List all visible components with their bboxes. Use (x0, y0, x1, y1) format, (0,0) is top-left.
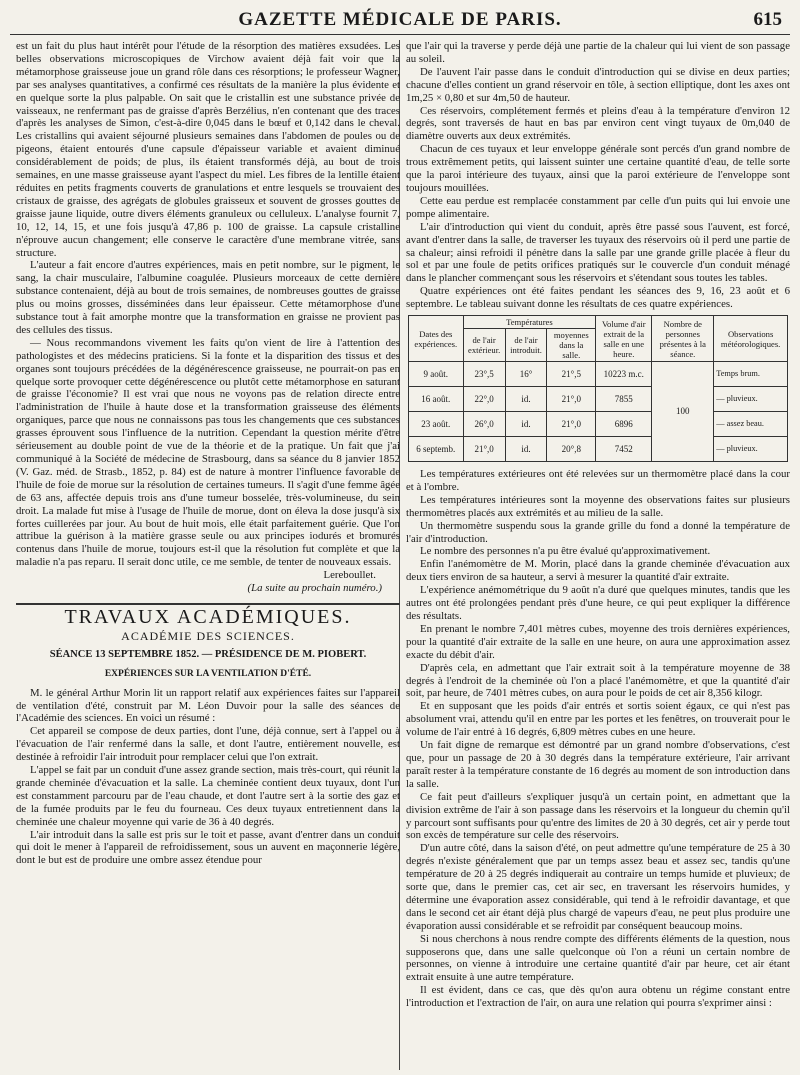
cell-introduced: id. (505, 387, 547, 412)
paragraph: Il est évident, dans ce cas, que dès qu'on aura obtenu un régime constant entre l'introduction et l'extraction de l'air, on aura une relation qui pourra s'exprimer ainsi : (406, 984, 790, 1010)
table-row (409, 437, 788, 462)
paragraph: L'air d'introduction qui vient du conduit, après être passé sous l'auvent, est forcé, avant d'entrer dans la salle, de traverser les tuyaux des réservoirs où il perd une partie de sa chaleur; ainsi refroidi il pénètre dans la salle par une grande grille placée à fleur du sol et par une foule de petits orifices pratiqués sur le couvercle d'un conduit ménagé dans le plancher commençant sous les réservoirs et s'étendant sous toutes les tables. (406, 220, 790, 285)
paragraph: L'expérience anémométrique du 9 août n'a duré que quelques minutes, tandis que les autres ont été prolongées pendant près d'une heure, ce qui peut expliquer la différence des résultats. (406, 584, 790, 622)
paragraph: Un fait digne de remarque est démontré par un grand nombre d'observations, c'est que, pour un passage de 20 à 30 degrés dans la température extérieure, l'air arrivant paraît rester à la température constante de 16 degrés au moment de son introduction dans la salle. (406, 739, 790, 790)
paragraph: Les températures intérieures sont la moyenne des observations faites sur plusieurs thermomètres placés aux extrémités et au milieu de la salle. (406, 493, 790, 519)
paragraph: L'auteur a fait encore d'autres expériences, mais en petit nombre, sur le pigment, le sang, la chair musculaire, l'albumine coagulée. Plusieurs morceaux de cette dernière substance contenaient, déjà au bout de trois semaines, de nombreuses gouttes de graisse plus ou moins grosses, disséminées dans leur épaisseur. Cette métamorphose d'une substance tout à fait amorphe montre que la transformation en graisse ne provient pas des cellules des tissus. (16, 259, 400, 336)
paragraph: M. le général Arthur Morin lit un rapport relatif aux expériences faites sur l'appareil de ventilation d'été, construit par M. Léon Duvoir pour la salle des séances de l'Académie des sciences. En voici un résumé : (16, 686, 400, 725)
session-heading: SÉANCE 13 SEPTEMBRE 1852. — PRÉSIDENCE DE M. PIOBERT. (49, 648, 367, 660)
paragraph: Cet appareil se compose de deux parties, dont l'une, déjà connue, sert à l'appel ou à l'évacuation de l'air renfermé dans la salle, et dont l'autre, entièrement nouvelle, est destinée à refroidir l'air introduit pour remplacer celui que l'on extrait. (16, 725, 400, 764)
continued-note: (La suite au prochain numéro.) (247, 582, 382, 595)
col-header-temperatures: Températures (463, 316, 596, 329)
paragraph: Quatre expériences ont été faites pendant les séances des 9, 16, 23 août et 6 septembre. Le tableau suivant donne les résultats de ces quatre expériences. (406, 285, 790, 311)
paragraph: est un fait du plus haut intérêt pour l'étude de la résorption des matières exsudées. Les belles observations microscopiques de Virchow avaient déjà fait voir que la métamorphose graisseuse joue un grand rôle dans ces résorptions; le professeur Wagner, par ses analyses quantitatives, a confirmé ces résultats de la manière la plus évidente et en quelque sorte la plus palpable. On sait que le cristallin est une substance privée de vaisseaux, ne renfermant pas de graisse d'après Berzélius, n'en contenant que des traces d'après les analyses de Simon, c'est-à-dire 0,045 dans le bœuf et 0,142 dans le cheval. Les cristallins qui avaient séjourné plusieurs semaines dans l'abdomen de poules ou de pigeons, étaient entourés d'une capsule d'épaisseur variable et avaient diminué considérablement de poids; de plus, ils étaient transformés déjà, au bout de trois semaines, en une masse graisseuse ayant l'aspect du miel. Les fibres de la lentille étaient réduites en petits fragments couverts de granulations et entre lesquels se trouvaient des cristaux de graisse, des agrégats de globules graisseux et souvent de grosses gouttes de graisse jaune liquide, outre divers éléments granuleux ou celluleux. L'analyse fournit 7, 10, 12, 14, 15, et une fois jusqu'à 47,86 p. 100 de graisse. La capsule cristalline n'éprouve aucun changement; elle conserve le caractère d'une membrane vitrée, sans structure. (16, 40, 400, 259)
cell-volume: 7452 (596, 437, 652, 462)
cell-mean: 21°,5 (547, 362, 596, 387)
section-separator (16, 603, 400, 605)
paragraph: D'après cela, en admettant que l'air extrait soit à la température moyenne de 38 degrés à l'endroit de la cheminée où l'on a placé l'anémomètre, et que la quantité d'air soit, par heure, de 7401 mètres cubes, on aura pour le poids de cet air 8,356 kilogr. (406, 661, 790, 700)
page-number: 615 (753, 9, 782, 30)
cell-observation: — assez beau. (714, 412, 788, 437)
cell-observation: — pluvieux. (714, 437, 788, 462)
author-signature: Lereboullet. (323, 569, 376, 582)
paragraph: Cette eau perdue est remplacée constamment par celle d'un puits qui lui envoie une pompe alimentaire. (406, 194, 790, 220)
cell-mean: 21°,0 (547, 387, 596, 412)
cell-persons: 100 (652, 362, 714, 462)
table-row (409, 362, 788, 387)
paragraph: L'appel se fait par un conduit d'une assez grande section, mais très-court, qui réunit la grande cheminée d'évacuation et la salle. La cheminée contient deux tuyaux, dont l'un est constamment parcouru par de l'eau chaude, et dont l'autre sert à la sortie des gaz et de la fumée produits par le feu du fourneau. Ces deux tuyaux entretiennent dans la cheminée une chaleur moyenne qui varie de 36 à 40 degrés. (16, 764, 400, 828)
paragraph: Chacun de ces tuyaux et leur enveloppe générale sont percés d'un grand nombre de trous extrêmement petits, qui laissent suinter une certaine quantité d'eau, de telle sorte que la paroi intérieure des tuyaux, ainsi que la paroi extérieure de l'enveloppe sont toujours mouillées. (406, 143, 790, 194)
col-header-observations: Observations météorologiques. (714, 316, 788, 362)
cell-observation: — pluvieux. (714, 387, 788, 412)
col-header-exterior: de l'air extérieur. (463, 329, 505, 362)
col-header-persons: Nombre de personnes présentes à la séance. (652, 316, 714, 362)
paragraph: L'air introduit dans la salle est pris sur le toit et passe, avant d'entrer dans un conduit qui doit le mener à l'appareil de refroidissement, sous un auvent en maçonnerie légère, dont le but est de produire une ombre assez étendue pour (16, 828, 400, 867)
paragraph: Les températures extérieures ont été relevées sur un thermomètre placé dans la cour et à l'ombre. (406, 468, 790, 493)
col-header-mean: moyennes dans la salle. (547, 329, 596, 362)
cell-date: 16 août. (409, 387, 464, 412)
paragraph: Ces réservoirs, complétement fermés et pleins d'eau à la température d'environ 12 degrés, sont traversés de haut en bas par environ cent vingt tuyaux de 0m,040 de diamètre ouverts aux deux extrémités. (406, 104, 790, 143)
paragraph: Si nous cherchons à nous rendre compte des différents éléments de la question, nous supposerons que, dans une salle quelconque où l'on a réuni un certain nombre de personnes, on vienne à introduire une certaine quantité d'air par heure, cet air étant extrait ensuite à une autre température. (406, 932, 790, 984)
col-header-dates: Dates des expériences. (409, 316, 464, 362)
col-header-introduced: de l'air introduit. (505, 329, 547, 362)
left-column (16, 40, 400, 1070)
results-table (408, 315, 788, 462)
cell-exterior: 26°,0 (463, 412, 505, 437)
cell-exterior: 21°,0 (463, 437, 505, 462)
paragraph: De l'auvent l'air passe dans le conduit d'introduction qui se divise en deux parties; chacune d'elles contient un grand réservoir en tôle, à section elliptique, dont les axes ont 1m,25 × 0,80 et sur 4m,50 de hauteur. (406, 65, 790, 104)
cell-volume: 6896 (596, 412, 652, 437)
cell-date: 9 août. (409, 362, 464, 387)
table-row (409, 387, 788, 412)
cell-observation: Temps brum. (714, 362, 788, 387)
cell-introduced: id. (505, 412, 547, 437)
paragraph: — Nous recommandons vivement les faits qu'on vient de lire à l'attention des pathologistes et des médecins praticiens. Si la fonte et la disparition des tissus et des organes sont toujours précédées de la dégénérescence graisseuse, ne pourrait-on pas en quelque sorte provoquer cette dégénérescence ou plutôt cette métamorphose en saturant de graisse l'économie? Il est vrai que nous ne voyons pas de relation directe entre l'administration de l'huile à haute dose et la transformation graisseuse des éléments organiques, parce que nous ne connaissons pas tous les changements que ces substances grasses éprouvent sous l'influence de la nutrition. Cependant la question mérite d'être sérieusement au double point de vue de la théorie et de la pratique. Un fait que j'ai communiqué à la Société de médecine de Strasbourg, dans sa séance du 8 janvier 1852 (V. Gaz. méd. de Strasb., 1852, p. 84) est de nature à montrer l'influence favorable de l'huile de foie de morue sur la résolution de certaines tumeurs. Il s'agit d'une femme âgée de 63 ans, affectée depuis trois ans d'une tumeur bosselée, très-volumineuse, du sein droit. La malade fut mise à l'usage de l'huile de morue, dont on éleva la dose jusqu'à six fortes cuillerées par jour. Au bout de huit mois, elle était parfaitement guérie. Que l'on attribue la guérison à la matière grasse seule ou aux principes iodurés et bromurés contenus dans l'huile de morue, toujours est-il que la résolution fut complète et que la maladie n'a pas reparu. Il serait donc utile, ce me semble, de tenter de nouveaux essais. (16, 336, 400, 569)
header-rule (10, 34, 790, 35)
table-row (409, 412, 788, 437)
cell-exterior: 23°,5 (463, 362, 505, 387)
paragraph: En prenant le nombre 7,401 mètres cubes, moyenne des trois dernières expériences, pour la quantité d'air extraite de la salle en une heure, on aura une approximation assez exacte du débit d'air. (406, 622, 790, 661)
col-header-volume: Volume d'air extrait de la salle en une heure. (596, 316, 652, 362)
journal-title: GAZETTE MÉDICALE DE PARIS. (238, 9, 562, 30)
article-heading: EXPÉRIENCES SUR LA VENTILATION D'ÉTÉ. (104, 668, 312, 679)
cell-introduced: id. (505, 437, 547, 462)
paragraph: Ce fait peut d'ailleurs s'expliquer jusqu'à un certain point, en admettant que la division extrême de l'air à son passage dans les réservoirs et la longueur du chemin qu'il y parcourt sont suffisants pour qu'entre des limites de 20 à 30 degrés, cet air y perde tout son excès de température sur celle des réservoirs. (406, 790, 790, 842)
cell-date: 6 septemb. (409, 437, 464, 462)
paragraph: Le nombre des personnes n'a pu être évalué qu'approximativement. (420, 545, 711, 558)
cell-volume: 7855 (596, 387, 652, 412)
section-title: TRAVAUX ACADÉMIQUES. (64, 605, 352, 628)
cell-volume: 10223 m.c. (596, 362, 652, 387)
academy-heading: ACADÉMIE DES SCIENCES. (121, 628, 295, 643)
cell-date: 23 août. (409, 412, 464, 437)
cell-introduced: 16° (505, 362, 547, 387)
right-column (406, 40, 790, 1070)
paragraph: Un thermomètre suspendu sous la grande grille du fond a donné la température de l'air d'introduction. (406, 519, 790, 545)
page-header (0, 0, 800, 36)
paragraph: que l'air qui la traverse y perde déjà une partie de la chaleur qui lui vient de son passage au soleil. (406, 40, 790, 65)
paragraph: Enfin l'anémomètre de M. Morin, placé dans la grande cheminée d'évacuation aux deux tiers environ de sa hauteur, a servi à mesurer la quantité d'air extraite. (406, 558, 790, 584)
paragraph: Et en supposant que les poids d'air entrés et sortis soient égaux, ce qui n'est pas absolument vrai, attendu qu'il en entre par les portes et les fenêtres, on trouverait pour le volume de l'air entré à 16 degrés, 6,809 mètres cubes en une heure. (406, 700, 790, 739)
paragraph: D'un autre côté, dans la saison d'été, on peut admettre qu'une température de 25 à 30 degrés n'existe généralement que par un temps assez beau et assez sec, tandis qu'une température de 20 à 25 degrés indiquerait au contraire un temps humide et pluvieux; de sorte que, dans le premier cas, cet air sec, en traversant les réservoirs humides, y détermine une évaporation assez considérable, qui tend à le refroidir davantage, et que dans le second cet air étant déjà plus chargé de vapeurs d'eau, ne peut plus produire une évaporation aussi considérable et se refroidit par conséquent beaucoup moins. (406, 842, 790, 932)
cell-mean: 20°,8 (547, 437, 596, 462)
cell-exterior: 22°,0 (463, 387, 505, 412)
cell-mean: 21°,0 (547, 412, 596, 437)
